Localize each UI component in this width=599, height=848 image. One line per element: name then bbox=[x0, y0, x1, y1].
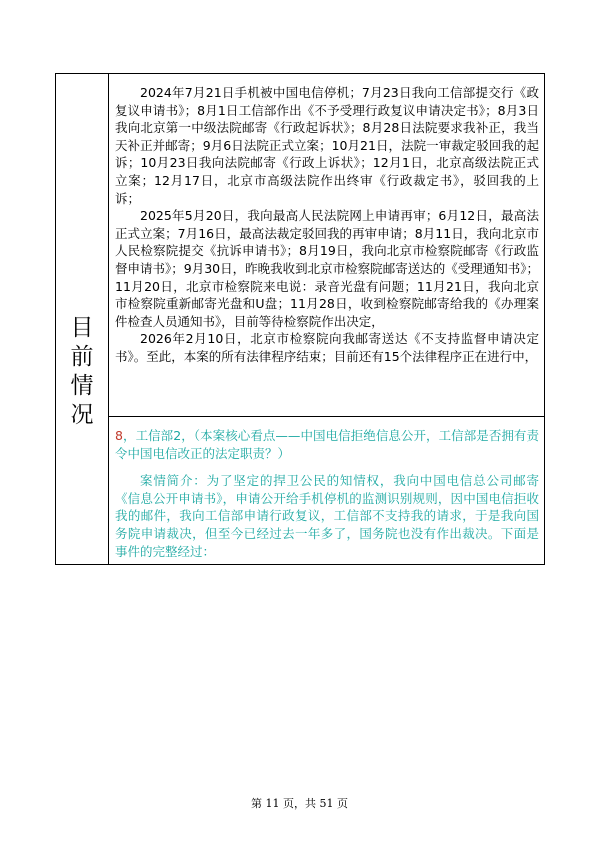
case-heading bbox=[115, 427, 539, 462]
row-divider bbox=[109, 416, 544, 417]
status-paragraph: 2024年7月21日手机被中国电信停机；7月23日我向工信部提交行《政复议申请书》；8月1日工信部作出《不予受理行政复议申请决定书》；8月3日我向北京第一中级法院邮寄《行政起诉状》；8月28日法院要求我补正，我当天补正并邮寄；9月6日法院正式立案；10月21日，法院一审裁定驳回我的起诉；10月23日我向法院邮寄《行政上诉状》；12月1日，北京高级法院正式立案；12月17日，北京市高级法院作出终审《行政裁定书》，驳回我的上诉； bbox=[115, 85, 539, 206]
section-label-char: 情 bbox=[70, 373, 94, 399]
status-paragraph: 2026年2月10日，北京市检察院向我邮寄送达《不支持监督申请决定书》。至此，本案的所有法律程序结束；目前还有15个法律程序正在进行中， bbox=[115, 331, 539, 364]
section-label bbox=[56, 314, 108, 430]
section-label-cell bbox=[56, 74, 109, 564]
case-section bbox=[115, 427, 539, 560]
current-status-text bbox=[115, 84, 539, 366]
case-number: 8 bbox=[115, 428, 123, 443]
case-intro: 案情简介：为了坚定的捍卫公民的知情权，我向中国电信总公司邮寄《信息公开申请书》，申请公开给手机停机的监测识别规则，因中国电信拒收我的邮件，我向工信部申请行政复议，工信部不支持我的请求，于是我向国务院申请裁决，但至今已经过去一年多了，国务院也没有作出裁决。下面是事件的完整经过： bbox=[115, 473, 539, 559]
section-label-char: 目 bbox=[70, 315, 94, 341]
section-label-char: 前 bbox=[70, 344, 94, 370]
document-table bbox=[55, 73, 545, 565]
status-paragraph: 2025年5月20日，我向最高人民法院网上申请再审；6月12日，最高法正式立案；7月16日，最高法裁定驳回我的再审申请；8月11日，我向北京市人民检察院提交《抗诉申请书》；8月19日，我向北京市检察院邮寄《行政监督申请书》；9月30日，昨晚我收到北京市检察院邮寄送达的《受理通知书》；11月20日，北京市检察院来电说：录音光盘有问题；11月21日，我向北京市检察院重新邮寄光盘和U盘；11月28日，收到检察院邮寄给我的《办理案件检查人员通知书》，目前等待检察院作出决定， bbox=[115, 208, 539, 329]
section-label-char: 况 bbox=[70, 402, 94, 428]
case-heading-text: ，工信部2，（本案核心看点——中国电信拒绝信息公开，工信部是否拥有责令中国电信改正的法定职责？） bbox=[115, 428, 539, 461]
content-cell bbox=[109, 74, 544, 564]
page-footer: 第 11 页，共 51 页 bbox=[251, 797, 348, 810]
